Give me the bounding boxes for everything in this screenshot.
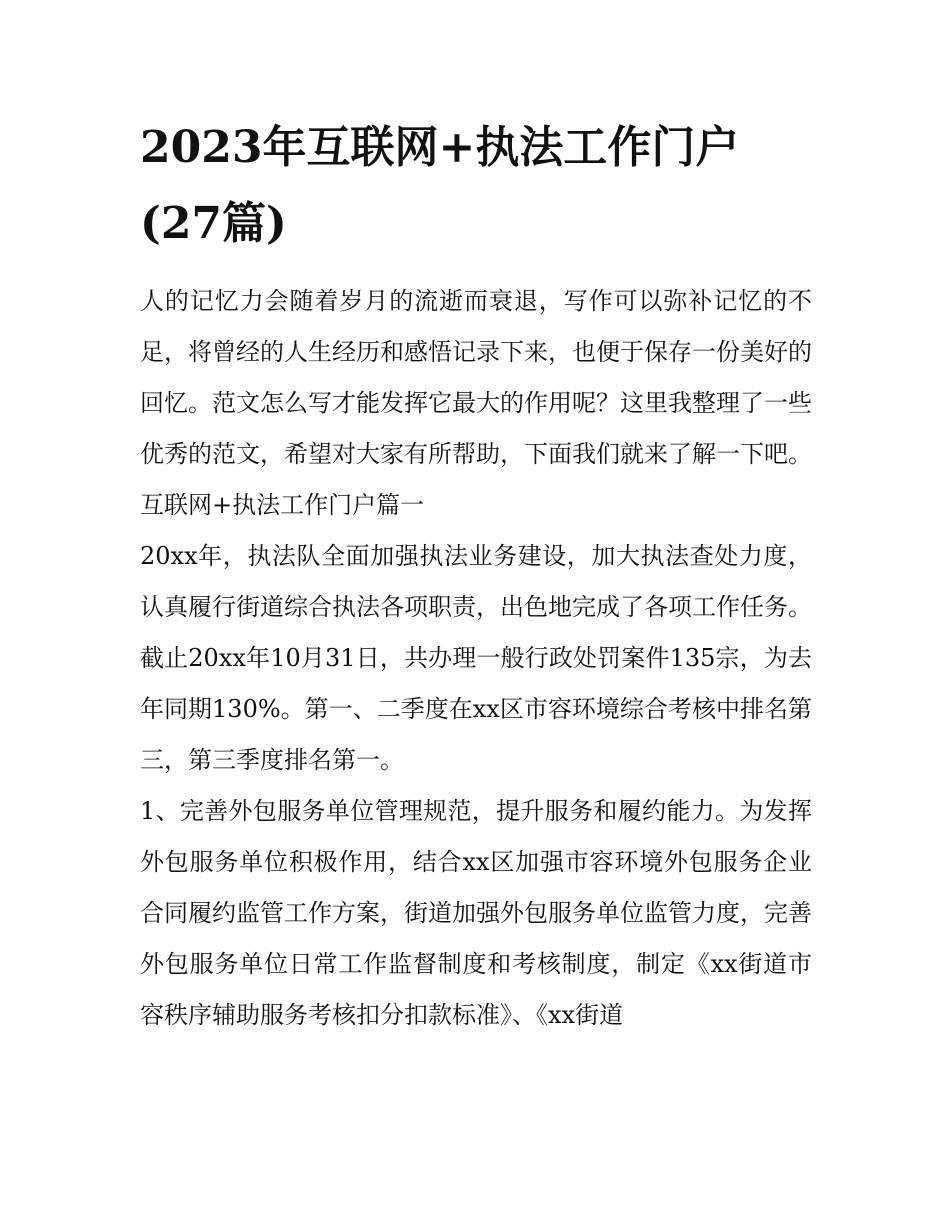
intro-paragraph: 人的记忆力会随着岁月的流逝而衰退，写作可以弥补记忆的不足，将曾经的人生经历和感悟记录下来，也便于保存一份美好的回忆。范文怎么写才能发挥它最大的作用呢？这里我整理了一些优秀的范文，希望对大家有所帮助，下面我们就来了解一下吧。 bbox=[140, 287, 812, 468]
section-heading: 互联网+执法工作门户篇一 bbox=[140, 491, 425, 519]
body-paragraph-1: 20xx年，执法队全面加强执法业务建设，加大执法查处力度，认真履行街道综合执法各项职责，出色地完成了各项工作任务。截止20xx年10月31日，共办理一般行政处罚案件135宗，为去年同期130%。第一、二季度在xx区市容环境综合考核中排名第三，第三季度排名第一。 bbox=[140, 542, 812, 774]
document-title: 2023年互联网+执法工作门户(27篇) bbox=[140, 122, 740, 249]
body-paragraph-2: 1、完善外包服务单位管理规范，提升服务和履约能力。为发挥外包服务单位积极作用，结合xx区加强市容环境外包服务企业合同履约监管工作方案，街道加强外包服务单位监管力度，完善外包服务单位日常工作监督制度和考核制度，制定《xx街道市容秩序辅助服务考核扣分扣款标准》、《xx街道 bbox=[140, 797, 812, 1029]
document-content bbox=[140, 110, 812, 1041]
